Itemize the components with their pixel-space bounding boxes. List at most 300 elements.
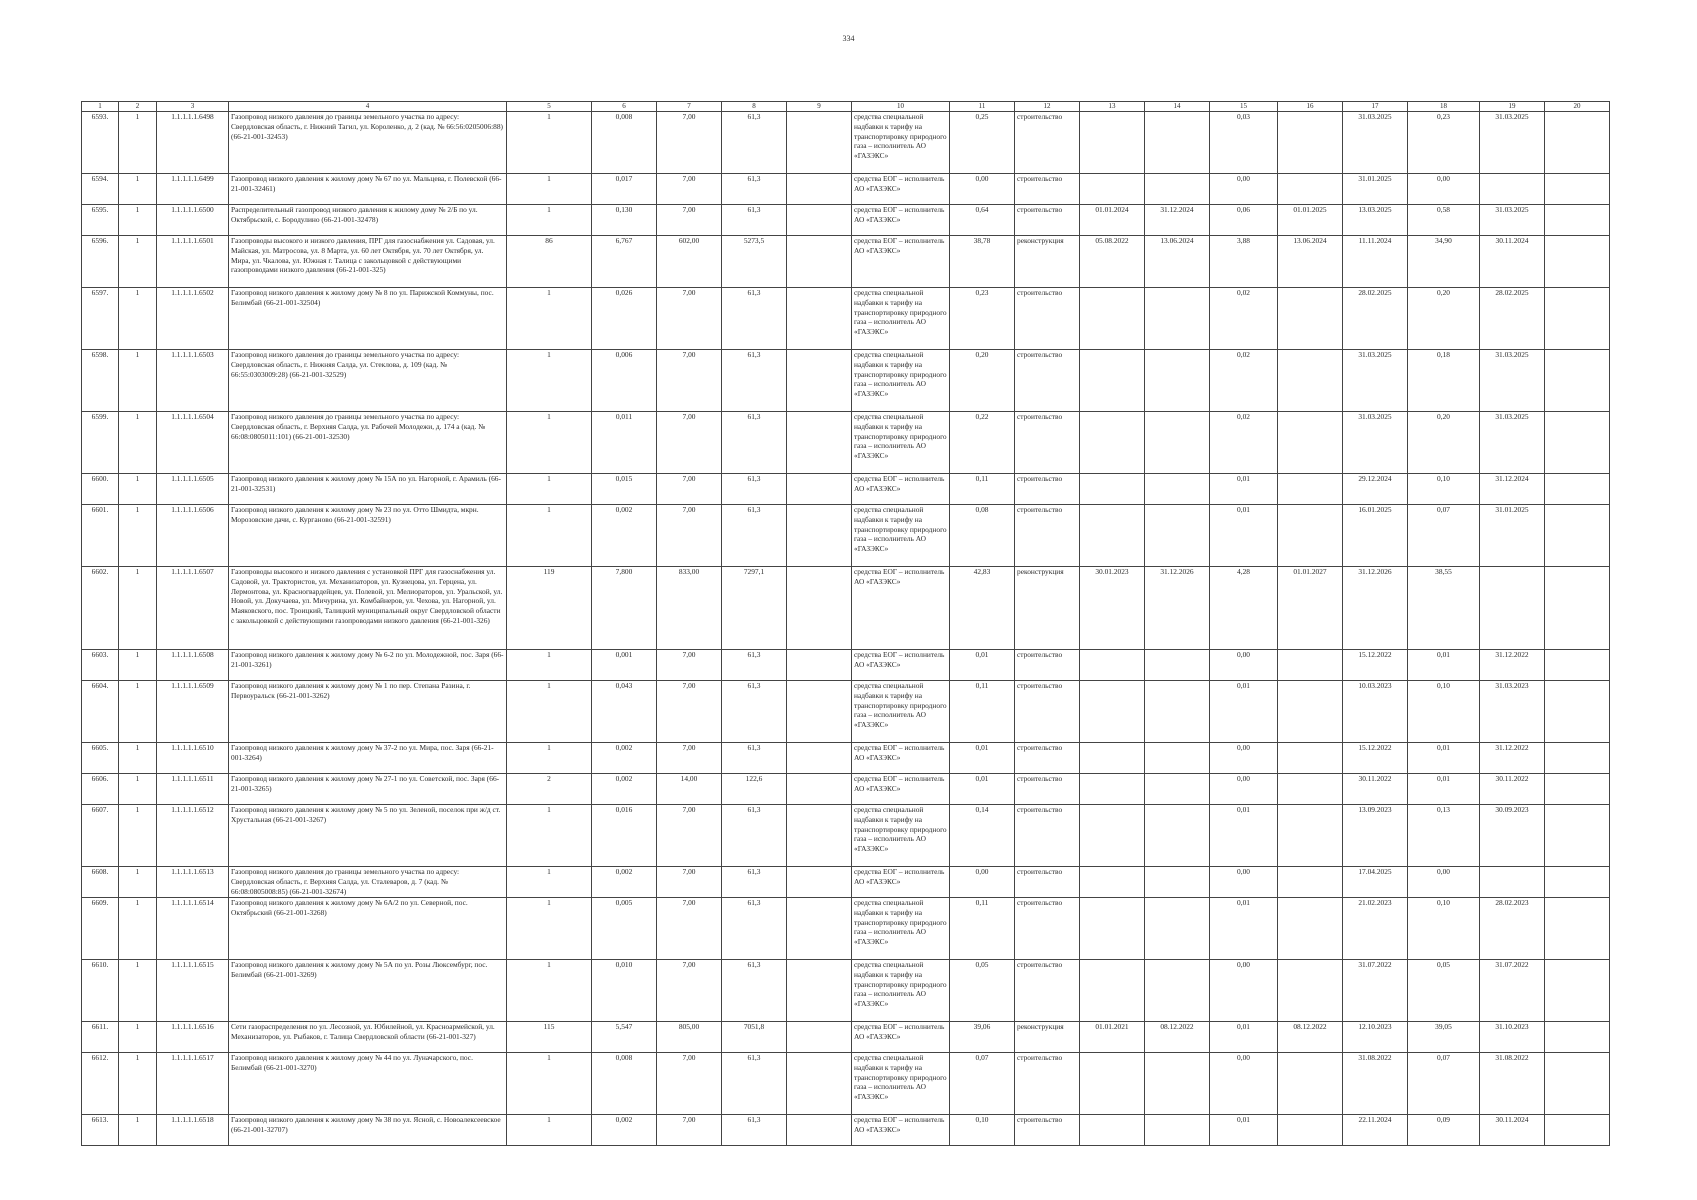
table-cell [1145,288,1210,350]
table-cell: 0,015 [592,474,657,505]
table-cell: средства специальной надбавки к тарифу на транспортировку природного газа – исполнитель АО «ГАЗЭКС» [852,505,950,567]
table-cell: строительство [1015,898,1080,960]
table-cell [1145,743,1210,774]
table-cell [1278,960,1343,1022]
table-cell: средства специальной надбавки к тарифу на транспортировку природного газа – исполнитель АО «ГАЗЭКС» [852,412,950,474]
table-cell: 61,3 [722,474,787,505]
table-cell: 3,88 [1210,236,1278,288]
table-cell [1545,112,1610,174]
table-cell: 1 [507,205,592,236]
column-header: 14 [1145,102,1210,112]
table-cell: 1 [119,567,157,650]
table-cell: строительство [1015,774,1080,805]
table-cell [1145,867,1210,898]
table-cell: 0,64 [950,205,1015,236]
header-row [82,102,1610,112]
table-cell: 31.12.2024 [1480,474,1545,505]
table-cell: 1.1.1.1.1.6502 [157,288,229,350]
table-cell: 0,130 [592,205,657,236]
table-cell [1080,743,1145,774]
table-cell: 0,00 [1210,174,1278,205]
table-cell: 1 [507,412,592,474]
table-cell: 7,00 [657,805,722,867]
table-cell [787,205,852,236]
table-row [82,898,1610,960]
table-cell: 39,06 [950,1022,1015,1053]
table-cell: 22.11.2024 [1343,1115,1408,1146]
table-cell: средства ЕОГ – исполнитель АО «ГАЗЭКС» [852,1022,950,1053]
table-cell: 6612. [82,1053,119,1115]
column-header: 18 [1408,102,1480,112]
table-cell: 1 [507,805,592,867]
column-header: 6 [592,102,657,112]
table-cell: 31.10.2023 [1480,1022,1545,1053]
table-cell: 0,00 [950,867,1015,898]
table-cell: 1 [119,236,157,288]
table-cell: 7,00 [657,1115,722,1146]
table-cell: 7,00 [657,1053,722,1115]
table-cell: 0,017 [592,174,657,205]
table-cell: 7,00 [657,474,722,505]
table-cell: 6604. [82,681,119,743]
table-cell: 0,01 [1210,1115,1278,1146]
table-cell: 0,01 [950,774,1015,805]
table-cell: 31.03.2025 [1343,112,1408,174]
table-cell: средства специальной надбавки к тарифу на транспортировку природного газа – исполнитель АО «ГАЗЭКС» [852,112,950,174]
table-cell: 0,01 [1408,743,1480,774]
table-cell: 61,3 [722,867,787,898]
table-row [82,505,1610,567]
column-header: 15 [1210,102,1278,112]
table-cell: средства специальной надбавки к тарифу на транспортировку природного газа – исполнитель АО «ГАЗЭКС» [852,898,950,960]
table-cell: 0,011 [592,412,657,474]
table-cell [787,1115,852,1146]
table-cell: 0,02 [1210,412,1278,474]
table-row [82,681,1610,743]
table-cell: 0,11 [950,474,1015,505]
table-cell: 1.1.1.1.1.6515 [157,960,229,1022]
table-cell: 1 [119,474,157,505]
table-cell: Газопровод низкого давления до границы земельного участка по адресу: Свердловская область, г. Нижняя Салда, ул. Стеклова, д. 109 (кад. № 66:55:0303009:28) (66-21-001-32529) [229,350,507,412]
table-cell: 1 [507,867,592,898]
table-cell [1145,805,1210,867]
table-cell: 1 [119,774,157,805]
table-cell: 28.02.2025 [1343,288,1408,350]
table-cell: 0,01 [1210,805,1278,867]
table-row [82,1115,1610,1146]
table-cell [1278,898,1343,960]
table-cell [1545,681,1610,743]
table-cell: 0,01 [1210,474,1278,505]
table-cell [1545,1022,1610,1053]
table-cell: 0,05 [950,960,1015,1022]
table-cell: 6603. [82,650,119,681]
table-cell: 0,06 [1210,205,1278,236]
table-cell: 0,10 [1408,681,1480,743]
table-cell: 0,002 [592,743,657,774]
table-cell: 1 [507,474,592,505]
table-cell: 01.01.2027 [1278,567,1343,650]
table-cell [1278,805,1343,867]
table-cell: 0,002 [592,867,657,898]
table-cell: строительство [1015,474,1080,505]
table-cell: 30.11.2024 [1480,1115,1545,1146]
table-cell [1145,960,1210,1022]
column-header: 12 [1015,102,1080,112]
table-cell [1545,236,1610,288]
table-cell [1545,898,1610,960]
table-cell: 1.1.1.1.1.6510 [157,743,229,774]
table-cell: 10.03.2023 [1343,681,1408,743]
table-cell [1545,743,1610,774]
table-cell: строительство [1015,867,1080,898]
table-cell: 6597. [82,288,119,350]
column-header: 2 [119,102,157,112]
table-cell: 0,002 [592,505,657,567]
table-cell: средства ЕОГ – исполнитель АО «ГАЗЭКС» [852,774,950,805]
table-row [82,205,1610,236]
table-cell: средства ЕОГ – исполнитель АО «ГАЗЭКС» [852,567,950,650]
column-header: 1 [82,102,119,112]
table-cell: 42,83 [950,567,1015,650]
table-cell: 14,00 [657,774,722,805]
table-cell: строительство [1015,205,1080,236]
table-cell [1080,412,1145,474]
table-cell: 34,90 [1408,236,1480,288]
table-cell: 0,09 [1408,1115,1480,1146]
table-row [82,412,1610,474]
table-cell: 0,002 [592,1115,657,1146]
table-cell: 1 [507,1053,592,1115]
table-cell: 0,00 [1210,743,1278,774]
table-cell: 61,3 [722,205,787,236]
table-cell: средства специальной надбавки к тарифу на транспортировку природного газа – исполнитель АО «ГАЗЭКС» [852,350,950,412]
table-cell: 31.01.2025 [1480,505,1545,567]
table-row [82,236,1610,288]
table-cell [1145,774,1210,805]
table-cell: строительство [1015,1053,1080,1115]
table-cell: 7297,1 [722,567,787,650]
table-cell [1545,774,1610,805]
table-cell: 61,3 [722,805,787,867]
table-cell: 1 [119,1053,157,1115]
table-cell: 7,00 [657,205,722,236]
table-cell: 13.03.2025 [1343,205,1408,236]
table-cell: 61,3 [722,505,787,567]
table-cell: 61,3 [722,288,787,350]
table-cell: 1 [507,650,592,681]
column-header: 8 [722,102,787,112]
table-row [82,112,1610,174]
table-cell [1080,112,1145,174]
table-cell: 01.01.2021 [1080,1022,1145,1053]
table-cell [1145,681,1210,743]
table-cell: 38,78 [950,236,1015,288]
table-cell: 0,006 [592,350,657,412]
table-cell: 31.12.2022 [1480,650,1545,681]
table-cell: 30.11.2024 [1480,236,1545,288]
table-cell: 31.12.2024 [1145,205,1210,236]
table-cell: 0,11 [950,898,1015,960]
table-cell: 1 [119,1115,157,1146]
table-cell: 1.1.1.1.1.6498 [157,112,229,174]
table-cell: 0,03 [1210,112,1278,174]
table-cell: 13.06.2024 [1145,236,1210,288]
table-cell: 6596. [82,236,119,288]
table-cell: 115 [507,1022,592,1053]
column-header: 3 [157,102,229,112]
table-cell: средства ЕОГ – исполнитель АО «ГАЗЭКС» [852,650,950,681]
table-cell: 1 [119,898,157,960]
table-cell: 7,00 [657,650,722,681]
table-cell: 31.12.2022 [1480,743,1545,774]
table-cell: средства ЕОГ – исполнитель АО «ГАЗЭКС» [852,743,950,774]
table-cell: 1 [507,174,592,205]
table-cell: 0,23 [1408,112,1480,174]
table-cell: 0,016 [592,805,657,867]
table-cell: 1.1.1.1.1.6505 [157,474,229,505]
table-cell [1145,112,1210,174]
table-cell: 1.1.1.1.1.6518 [157,1115,229,1146]
table-cell [787,898,852,960]
table-cell: строительство [1015,174,1080,205]
table-cell: 7,800 [592,567,657,650]
table-cell: 1 [507,898,592,960]
table-cell [1278,774,1343,805]
table-cell: 0,07 [1408,1053,1480,1115]
table-cell: 6593. [82,112,119,174]
table-cell: 0,026 [592,288,657,350]
table-cell: 1 [119,288,157,350]
table-cell: 1.1.1.1.1.6516 [157,1022,229,1053]
table-cell [1080,1053,1145,1115]
table-cell [1278,112,1343,174]
table-cell: 0,18 [1408,350,1480,412]
table-cell [1545,650,1610,681]
table-cell: 29.12.2024 [1343,474,1408,505]
table-cell [1545,1053,1610,1115]
table-cell: 0,22 [950,412,1015,474]
table-cell: Газопровод низкого давления до границы земельного участка по адресу: Свердловская область, г. Нижний Тагил, ул. Короленко, д. 2 (кад. № 66:56:0205006:88) (66-21-001-32453) [229,112,507,174]
table-cell: строительство [1015,288,1080,350]
table-cell: 28.02.2025 [1480,288,1545,350]
table-cell: 39,05 [1408,1022,1480,1053]
table-cell: 11.11.2024 [1343,236,1408,288]
table-cell [1278,412,1343,474]
table-cell: 08.12.2022 [1278,1022,1343,1053]
table-cell: 1.1.1.1.1.6508 [157,650,229,681]
table-cell [787,112,852,174]
table-cell: 0,00 [1210,960,1278,1022]
column-header: 7 [657,102,722,112]
table-cell: 30.11.2022 [1480,774,1545,805]
table-row [82,774,1610,805]
table-cell: Газопровод низкого давления до границы земельного участка по адресу: Свердловская область, г. Верхняя Салда, ул. Сталеваров, д. 7 (кад. № 66:08:0805008:85) (66-21-001-32674) [229,867,507,898]
table-cell: 30.11.2022 [1343,774,1408,805]
table-cell: 31.12.2026 [1145,567,1210,650]
table-cell: 31.03.2025 [1480,412,1545,474]
column-header: 5 [507,102,592,112]
table-cell: Газопровод низкого давления к жилому дому № 1 по пер. Степана Разина, г. Первоуральск (66-21-001-3262) [229,681,507,743]
table-cell: 1.1.1.1.1.6507 [157,567,229,650]
table-cell: 0,01 [950,743,1015,774]
table-cell: 0,10 [1408,898,1480,960]
table-cell: 01.01.2025 [1278,205,1343,236]
table-cell [1145,474,1210,505]
table-cell [1278,505,1343,567]
table-cell: строительство [1015,743,1080,774]
table-cell [1278,1115,1343,1146]
table-cell: строительство [1015,805,1080,867]
table-cell [1545,960,1610,1022]
table-cell: 0,01 [1408,650,1480,681]
table-cell [787,174,852,205]
table-cell: 5273,5 [722,236,787,288]
table-cell: 0,02 [1210,288,1278,350]
table-cell: средства специальной надбавки к тарифу на транспортировку природного газа – исполнитель АО «ГАЗЭКС» [852,1053,950,1115]
table-cell: 1 [119,1022,157,1053]
table-cell: средства ЕОГ – исполнитель АО «ГАЗЭКС» [852,174,950,205]
table-cell [1080,960,1145,1022]
table-cell: строительство [1015,350,1080,412]
table-cell: 6599. [82,412,119,474]
table-cell [1080,650,1145,681]
table-cell: 0,07 [950,1053,1015,1115]
table-cell: 1.1.1.1.1.6504 [157,412,229,474]
table-cell: 4,28 [1210,567,1278,650]
table-cell [1145,898,1210,960]
table-cell: строительство [1015,960,1080,1022]
table-cell: 7,00 [657,288,722,350]
table-cell: 0,10 [1408,474,1480,505]
table-cell: 1 [119,350,157,412]
table-cell: 1.1.1.1.1.6509 [157,681,229,743]
table-cell [787,236,852,288]
table-cell: 31.08.2022 [1480,1053,1545,1115]
table-cell: Газопровод низкого давления к жилому дому № 6-2 по ул. Молодежной, пос. Заря (66-21-001-3261) [229,650,507,681]
table-cell: 1 [119,681,157,743]
table-cell: 31.12.2026 [1343,567,1408,650]
table-cell: строительство [1015,112,1080,174]
table-cell [1080,350,1145,412]
table-cell: 0,20 [1408,288,1480,350]
table-cell: 0,01 [950,650,1015,681]
table-cell [1278,350,1343,412]
table-cell: 0,14 [950,805,1015,867]
table-cell: 61,3 [722,1053,787,1115]
table-cell: 1.1.1.1.1.6500 [157,205,229,236]
table-cell: 08.12.2022 [1145,1022,1210,1053]
table-cell: 119 [507,567,592,650]
table-cell [1545,205,1610,236]
table-cell [1480,174,1545,205]
table-cell: 833,00 [657,567,722,650]
table-cell [1545,174,1610,205]
table-cell: 0,20 [950,350,1015,412]
table-cell: 6598. [82,350,119,412]
table-cell [1145,650,1210,681]
table-cell: Газопровод низкого давления к жилому дому № 27-1 по ул. Советской, пос. Заря (66-21-001-3265) [229,774,507,805]
table-cell: средства ЕОГ – исполнитель АО «ГАЗЭКС» [852,236,950,288]
table-cell: 0,07 [1408,505,1480,567]
table-cell: Сети газораспределения по ул. Лесозной, ул. Юбилейной, ул. Красноармейской, ул. Механизаторов, ул. Рыбаков, г. Талица Свердловской области (66-21-001-327) [229,1022,507,1053]
table-cell: 0,008 [592,1053,657,1115]
table-cell: 0,008 [592,112,657,174]
table-row [82,350,1610,412]
table-cell: 1.1.1.1.1.6503 [157,350,229,412]
table-cell: 0,25 [950,112,1015,174]
table-cell [787,681,852,743]
table-cell: 6605. [82,743,119,774]
table-row [82,867,1610,898]
table-cell: средства ЕОГ – исполнитель АО «ГАЗЭКС» [852,1115,950,1146]
table-cell: 0,05 [1408,960,1480,1022]
table-cell: 1.1.1.1.1.6512 [157,805,229,867]
table-cell: 1 [507,350,592,412]
table-cell: 05.08.2022 [1080,236,1145,288]
table-cell: 7,00 [657,350,722,412]
table-cell [1080,288,1145,350]
table-cell [1278,1053,1343,1115]
table-cell: 7,00 [657,898,722,960]
table-cell: 5,547 [592,1022,657,1053]
table-cell: Газопроводы высокого и низкого давления, ПРГ для газоснабжения ул. Садовая, ул. Майская, ул. Матросова, ул. 8 Марта, ул. 60 лет Октября, ул. 70 лет Октября, ул. Мира, ул. Чкалова, ул. Южная г. Талица с закольцовкой с действующими газопроводами низкого давления (66-21-001-325) [229,236,507,288]
table-row [82,1053,1610,1115]
table-cell [1145,412,1210,474]
table-cell [1480,567,1545,650]
table-cell: 15.12.2022 [1343,743,1408,774]
table-cell: средства ЕОГ – исполнитель АО «ГАЗЭКС» [852,205,950,236]
table-cell: 0,00 [1408,174,1480,205]
table-cell: 6609. [82,898,119,960]
table-cell [787,288,852,350]
table-cell: 1 [119,650,157,681]
table-cell: строительство [1015,1115,1080,1146]
table-row [82,805,1610,867]
column-header: 10 [852,102,950,112]
table-row [82,960,1610,1022]
table-cell: 0,005 [592,898,657,960]
table-row [82,474,1610,505]
table-cell [787,650,852,681]
table-cell: 6601. [82,505,119,567]
table-cell: 0,23 [950,288,1015,350]
table-cell [787,412,852,474]
table-cell: 1 [119,112,157,174]
table-cell [1278,743,1343,774]
column-header: 9 [787,102,852,112]
table-cell: 6600. [82,474,119,505]
table-cell: 1 [507,505,592,567]
table-cell: 0,20 [1408,412,1480,474]
table-cell: Газопровод низкого давления до границы земельного участка по адресу: Свердловская область, г. Верхняя Салда, ул. Рабочей Молодежи, д. 174 а (кад. № 66:08:0805011:101) (66-21-001-32530) [229,412,507,474]
table-cell: 31.03.2025 [1343,350,1408,412]
table-cell: 01.01.2024 [1080,205,1145,236]
table-cell: 38,55 [1408,567,1480,650]
table-cell: 0,002 [592,774,657,805]
table-cell: Газопровод низкого давления к жилому дому № 5А по ул. Розы Люксембург, пос. Белимбай (66-21-001-3269) [229,960,507,1022]
table-cell [1145,174,1210,205]
table-cell: строительство [1015,650,1080,681]
table-cell [787,1053,852,1115]
table-cell: 15.12.2022 [1343,650,1408,681]
table-cell [1080,474,1145,505]
table-cell: 31.03.2025 [1480,205,1545,236]
column-header: 4 [229,102,507,112]
table-cell: 1.1.1.1.1.6513 [157,867,229,898]
table-cell: 7,00 [657,174,722,205]
table-cell: 0,01 [1408,774,1480,805]
